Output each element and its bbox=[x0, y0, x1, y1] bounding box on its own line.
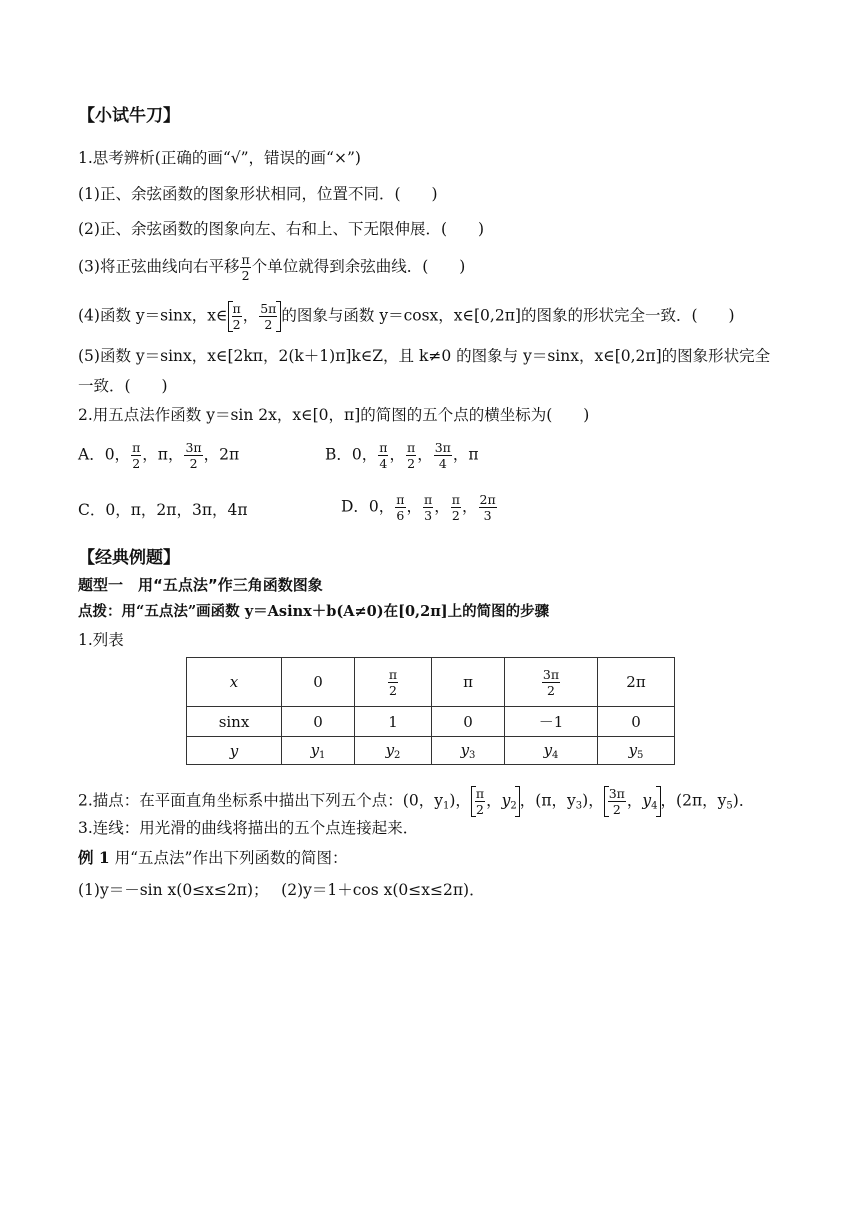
table-row bbox=[187, 707, 675, 737]
item-3-text-a: (3)将正弦曲线向右平移 bbox=[78, 257, 240, 276]
fraction: $\frac{\pi}{2}$ bbox=[132, 440, 141, 471]
tip: 点拨：用“五点法”画函数 y＝Asinx＋b(A≠0)在[0,2π]上的简图的步骤 bbox=[78, 603, 550, 620]
fraction bbox=[259, 301, 277, 332]
item-4-text-a: (4)函数 y＝sinx，x∈ bbox=[78, 306, 228, 325]
example-1 bbox=[78, 848, 347, 868]
fraction-numerator: π bbox=[241, 252, 250, 267]
fraction: $\frac{\pi}{6}$ bbox=[396, 492, 405, 523]
value-table bbox=[186, 657, 675, 765]
example-items: (1)y＝－sin x(0≤x≤2π)； (2)y＝1＋cos x(0≤x≤2π)． bbox=[78, 881, 485, 899]
table-cell: $\frac{\pi}{2}$ bbox=[355, 658, 432, 707]
option-b: B．0， $\frac{\pi}{4}$ ， $\frac{\pi}{2}$ ， $\frac{3\pi}{4}$ ，π bbox=[325, 440, 479, 471]
fraction-numerator: π bbox=[232, 301, 241, 316]
table-cell: $y_3$ bbox=[432, 737, 505, 765]
table-cell: 0 bbox=[282, 707, 355, 737]
item-3 bbox=[78, 252, 465, 283]
step-3: 3.连线：用光滑的曲线将描出的五个点连接起来． bbox=[78, 819, 419, 837]
item-2: (2)正、余弦函数的图象向左、右和上、下无限伸展．( ) bbox=[78, 220, 485, 238]
point-bracket: $\frac{\pi}{2}$ ，$y_2$ bbox=[471, 786, 520, 817]
step-1: 1.列表 bbox=[78, 631, 124, 649]
table-cell: sinx bbox=[187, 707, 282, 737]
step-2-text-b: ，(π，y bbox=[519, 791, 576, 810]
option-d: D．0， $\frac{\pi}{6}$ ， $\frac{\pi}{3}$ ， $\frac{\pi}{2}$ ， $\frac{2\pi}{3}$ bbox=[341, 492, 496, 523]
table-cell: 1 bbox=[355, 707, 432, 737]
point-bracket: $\frac{3\pi}{2}$ ，$y_4$ bbox=[604, 786, 661, 817]
question-1-intro: 1.思考辨析(正确的画“√”，错误的画“×”) bbox=[78, 149, 361, 167]
table-cell: 0 bbox=[282, 658, 355, 707]
fraction: $\frac{\pi}{3}$ bbox=[424, 492, 433, 523]
fraction: $\frac{\pi}{2}$ bbox=[407, 440, 416, 471]
step-2-text-a: 2.描点：在平面直角坐标系中描出下列五个点：(0，y bbox=[78, 791, 443, 810]
step-2: 2.描点：在平面直角坐标系中描出下列五个点：(0，$y_1$)， $\frac{\pi}{2}$ ，$y_2$ ，(π，$y_3$)， $\frac{3\pi}{2}$ ，$y_4$ ，(2π，$y_5$)． bbox=[78, 786, 755, 817]
fraction: $\frac{\pi}{4}$ bbox=[379, 440, 388, 471]
example-text: 用“五点法”作出下列函数的简图： bbox=[109, 849, 348, 867]
option-a: A．0， $\frac{\pi}{2}$ ，π， $\frac{3\pi}{2}$ ，2π bbox=[78, 440, 240, 471]
fraction bbox=[240, 252, 250, 283]
item-4 bbox=[78, 301, 735, 332]
question-type-1: 题型一 用“五点法”作三角函数图象 bbox=[78, 576, 323, 594]
item-4-text-b: 的图象与函数 y＝cosx，x∈[0,2π]的图象的形状完全一致．( ) bbox=[281, 306, 735, 325]
table-cell: $y_1$ bbox=[282, 737, 355, 765]
item-1: (1)正、余弦函数的图象形状相同，位置不同．( ) bbox=[78, 185, 438, 203]
table-cell: π bbox=[432, 658, 505, 707]
table-row bbox=[187, 658, 675, 707]
option-b-label: B．0， bbox=[325, 445, 378, 464]
fraction: $\frac{3\pi}{4}$ bbox=[434, 440, 451, 471]
fraction-denominator: 2 bbox=[264, 317, 273, 332]
fraction bbox=[232, 301, 242, 332]
question-2: 2.用五点法作函数 y＝sin 2x，x∈[0，π]的简图的五个点的横坐标为( ) bbox=[78, 406, 590, 424]
fraction: $\frac{3\pi}{2}$ bbox=[185, 440, 202, 471]
table-cell: 2π bbox=[598, 658, 675, 707]
item-5-line-2: 一致．( ) bbox=[78, 377, 168, 395]
table-cell: 0 bbox=[432, 707, 505, 737]
example-label: 例 1 bbox=[78, 848, 110, 867]
table-cell: －1 bbox=[505, 707, 598, 737]
table-cell: x bbox=[187, 658, 282, 707]
fraction: $\frac{\pi}{2}$ bbox=[451, 492, 460, 523]
fraction-denominator: 2 bbox=[241, 268, 250, 283]
option-a-label: A．0， bbox=[78, 445, 131, 464]
table-cell: $y_2$ bbox=[355, 737, 432, 765]
table-cell: $y_4$ bbox=[505, 737, 598, 765]
item-3-text-b: 个单位就得到余弦曲线．( ) bbox=[251, 257, 466, 276]
item-5-line-1: (5)函数 y＝sinx，x∈[2kπ，2(k＋1)π]k∈Z，且 k≠0 的图象与 y＝sinx，x∈[0,2π]的图象形状完全 bbox=[78, 347, 771, 365]
table-cell: y bbox=[187, 737, 282, 765]
step-2-text-c: ，(2π，y bbox=[660, 791, 727, 810]
table-cell: $\frac{3\pi}{2}$ bbox=[505, 658, 598, 707]
table-cell: $y_5$ bbox=[598, 737, 675, 765]
fraction-numerator: 5π bbox=[260, 301, 277, 316]
fraction-denominator: 2 bbox=[232, 317, 241, 332]
table-cell: 0 bbox=[598, 707, 675, 737]
interval-bracket: $\frac{\pi}{2}$ ， $\frac{5\pi}{2}$ bbox=[228, 301, 282, 332]
section-title-examples: 【经典例题】 bbox=[78, 548, 180, 568]
section-title-practice: 【小试牛刀】 bbox=[78, 106, 180, 126]
option-d-label: D．0， bbox=[341, 497, 395, 516]
fraction: $\frac{2\pi}{3}$ bbox=[479, 492, 496, 523]
option-c: C．0，π，2π，3π，4π bbox=[78, 501, 248, 519]
table-row bbox=[187, 737, 675, 765]
